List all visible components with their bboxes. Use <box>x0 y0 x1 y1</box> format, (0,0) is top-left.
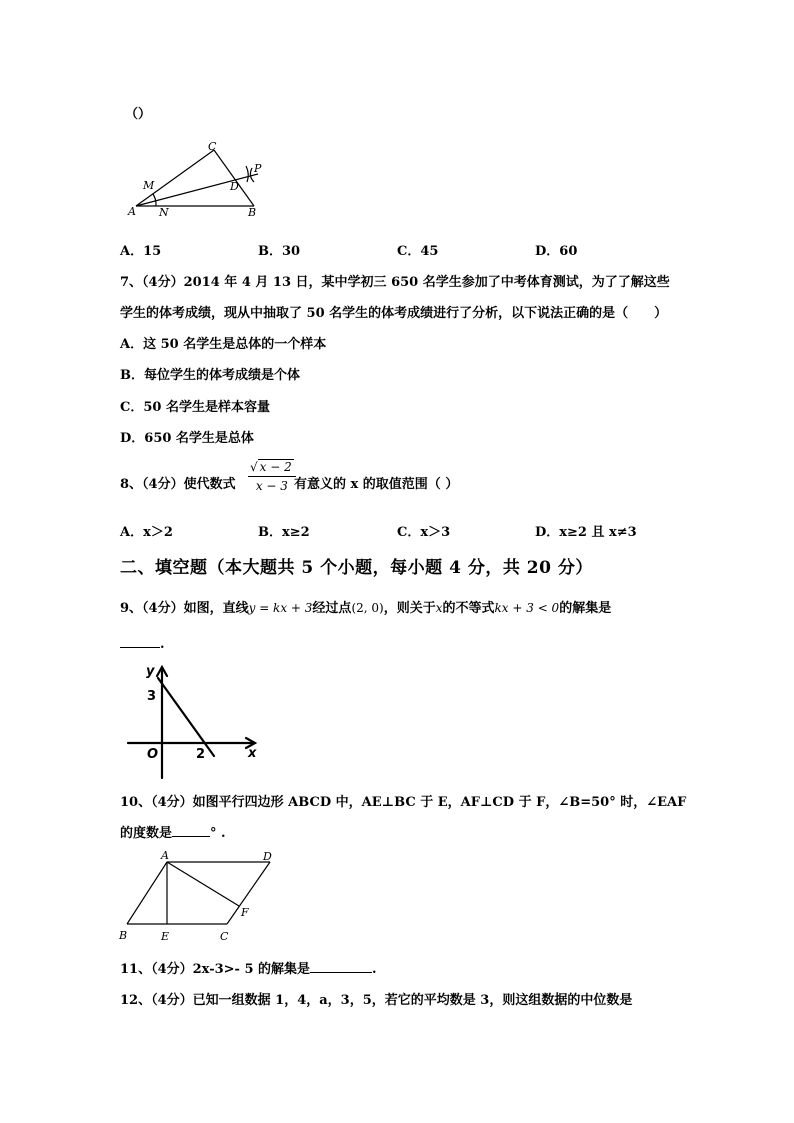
q9-mid1: 经过点 <box>312 601 352 616</box>
q7-stem-line1: 7、（4分）2014 年 4 月 13 日，某中学初三 650 名学生参加了中考体育测试，为了了解这些 <box>120 275 670 290</box>
q11-end: . <box>372 962 377 977</box>
q7-stem-line2: 学生的体考成绩，现从中抽取了 50 名学生的体考成绩进行了分析，以下说法正确的是（ ） <box>120 306 668 321</box>
q8-option-b: B．x≥2 <box>258 525 310 540</box>
q9-equation: y = kx + 3 <box>248 601 313 615</box>
q6-label-P: P <box>254 162 262 175</box>
q10-line2-prefix: 的度数是 <box>120 826 173 841</box>
q9-y-label: y <box>146 664 155 679</box>
q10-label-C: C <box>220 930 229 943</box>
q6-label-D: D <box>230 180 239 193</box>
q10-answer-blank <box>172 836 210 837</box>
q8-option-c: C．x＞3 <box>397 525 451 540</box>
q6-option-b: B．30 <box>258 244 301 259</box>
q12-stem-line1: 12、（4分）已知一组数据 1，4，a，3，5，若它的平均数是 3，则这组数据的中位数是 <box>120 993 633 1008</box>
q6-option-c: C．45 <box>397 244 439 259</box>
q8-denominator: x − 3 <box>255 479 288 493</box>
q9-x-label: x <box>248 746 257 761</box>
q9-yint-label: 3 <box>147 689 157 704</box>
q9-prefix: 9、（4分）如图，直线 <box>120 601 249 616</box>
q9-mid3: 的不等式 <box>442 601 495 616</box>
q6-label-M: M <box>143 179 155 192</box>
q9-graph <box>122 662 267 782</box>
q11-answer-blank <box>310 972 372 973</box>
q9-inequality: kx + 3 < 0 <box>494 601 560 615</box>
section2-title: 二、填空题（本大题共 5 个小题，每小题 4 分，共 20 分） <box>120 558 593 578</box>
q6-option-a: A．15 <box>120 244 162 259</box>
q11-prefix: 11、（4分）2x-3>- 5 的解集是 <box>120 962 311 977</box>
q6-label-B: B <box>248 206 257 219</box>
q7-option-b: B．每位学生的体考成绩是个体 <box>120 368 300 383</box>
q10-stem-line1: 10、（4分）如图平行四边形 ABCD 中，AE⊥BC 于 E，AF⊥CD 于 F，∠B=50° 时，∠EAF <box>120 795 687 810</box>
q9-stem <box>120 597 611 616</box>
q9-end: . <box>160 637 165 652</box>
q10-label-B: B <box>119 929 128 942</box>
q11-stem <box>120 958 377 977</box>
q7-option-c: C．50 名学生是样本容量 <box>120 400 270 415</box>
q10-label-E: E <box>161 930 170 943</box>
q8-option-d: D．x≥2 且 x≠3 <box>535 525 637 540</box>
q8-prefix: 8、（4分）使代数式 <box>120 477 236 492</box>
q8-numerator: √ x − 2 <box>248 460 296 477</box>
q9-origin-label: O <box>147 747 159 762</box>
q7-option-d: D．650 名学生是总体 <box>120 431 254 446</box>
q9-var: x <box>435 601 443 615</box>
q10-line2-suffix: ° . <box>210 826 226 841</box>
q10-figure <box>115 848 285 946</box>
q9-suffix: 的解集是 <box>559 601 612 616</box>
q8-radicand: x − 2 <box>259 460 292 474</box>
q9-answer-line <box>120 637 165 652</box>
q10-label-A: A <box>161 849 169 862</box>
q10-stem-line2 <box>120 822 226 841</box>
q6-answer-paren: （） <box>125 107 152 122</box>
q10-label-D: D <box>263 850 272 863</box>
q6-label-N: N <box>159 206 169 219</box>
q8-suffix: 有意义的 x 的取值范围（ ） <box>294 477 459 492</box>
q10-label-F: F <box>241 906 249 919</box>
q9-mid2: ，则关于 <box>383 601 436 616</box>
q6-option-d: D．60 <box>535 244 578 259</box>
q9-answer-blank <box>120 647 160 648</box>
q7-option-a: A．这 50 名学生是总体的一个样本 <box>120 337 327 352</box>
q6-label-C: C <box>208 140 217 153</box>
q8-option-a: A．x＞2 <box>120 525 173 540</box>
q8-fraction <box>248 460 296 493</box>
q9-xint-label: 2 <box>196 747 206 762</box>
q6-label-A: A <box>128 205 136 218</box>
q6-figure <box>126 138 276 223</box>
q9-point: (2, 0) <box>351 601 384 615</box>
